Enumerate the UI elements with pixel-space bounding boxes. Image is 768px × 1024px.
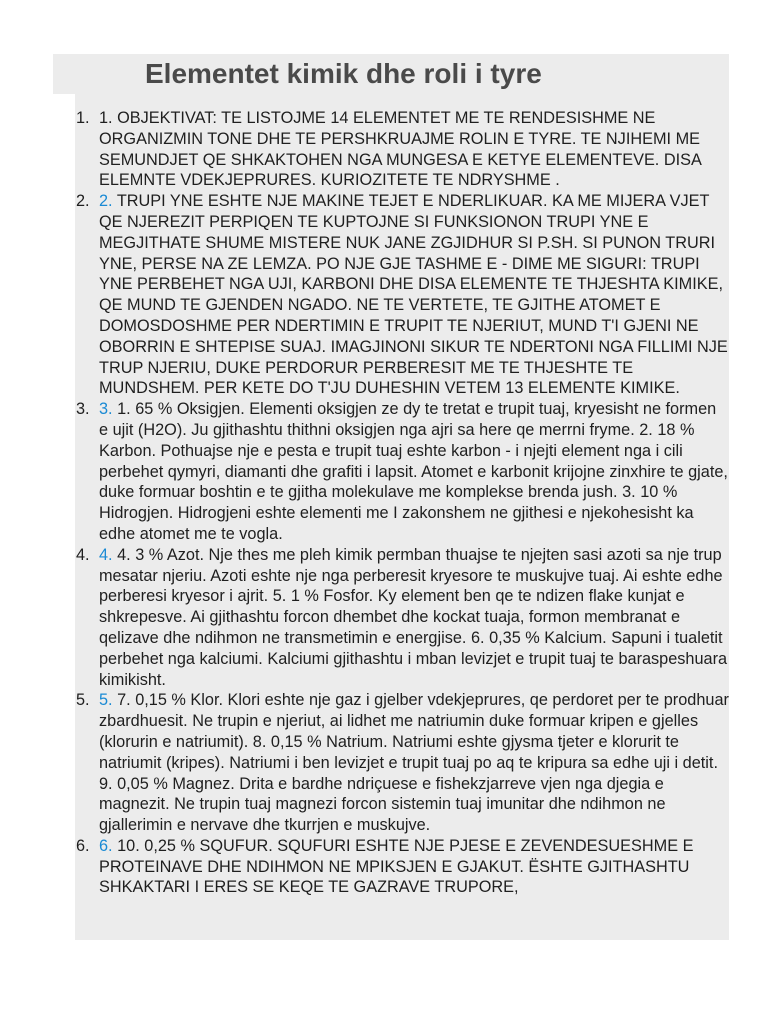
list-item [0,108,768,191]
list-item-number: 5. [76,691,90,710]
list-item-text [99,690,729,836]
list-item [0,690,768,836]
list-item-number: 6. [76,836,90,855]
list-item [0,191,768,399]
list-item [0,399,768,545]
page-link[interactable]: 5. [99,691,113,710]
list-item-body: 4. 3 % Azot. Nje thes me pleh kimik permban thuajse te njejten sasi azoti sa nje trup mesatar njeriu. Azoti eshte nje nga perberesit kryesore te muskujve tuaj. Ai eshte edhe perberesi kryesor i ajrit. 5. 1 % Fosfor. Ky element ben qe te ndizen flake kunjat e shkrepesve. Ai gjithashtu forcon dhembet dhe kockat tuaja, formon membranat e qelizave dhe ndihmon ne transmetimin e energjise. 6. 0,35 % Kalcium. Sapuni i tualetit perbehet nga kalciumi. Kalciumi gjithashtu i mban levizjet e trupit tuaj te baraspeshuara kimikisht. [99,545,728,689]
list-item-body: 7. 0,15 % Klor. Klori eshte nje gaz i gjelber vdekjeprures, qe perdoret per te prodhuar zbardhuesit. Ne trupin e njeriut, ai lidhet me natriumin duke formuar kripen e gjelles (klorurin e natriumit). 8. 0,15 % Natrium. Natriumi eshte gjysma tjeter e klorurit te natriumit (kripes). Natriumi i ben levizjet e trupit tuaj po aq te kripura sa edhe uji i detit. 9. 0,05 % Magnez. Drita e bardhe ndriçuese e fishekzjarreve vjen nga djegia e magnezit. Ne trupin tuaj magnezi forcon sistemin tuaj imunitar dhe ndihmon ne gjallerimin e nervave dhe tkurrjen e muskujve. [99,691,729,835]
page-link[interactable]: 6. [99,836,113,855]
numbered-list [0,108,768,898]
list-item-number: 3. [76,400,90,419]
list-item [0,545,768,691]
list-item-body: 1. OBJEKTIVAT: TE LISTOJME 14 ELEMENTET ME TE RENDESISHME NE ORGANIZMIN TONE DHE TE PERSHKRUAJME ROLIN E TYRE. TE NJIHEMI ME SEMUNDJET QE SHKAKTOHEN NGA MUNGESA E KETYE ELEMENTEVE. DISA ELEMNTE VDEKJEPRURES. KURIOZITETE TE NDRYSHME . [99,109,701,190]
list-item-text [99,545,729,691]
list-item-text [99,399,729,545]
page-link[interactable]: 2. [99,192,113,211]
list-item [0,836,768,898]
list-item-text [99,836,729,898]
list-item-text [99,191,729,399]
list-item-body: 1. 65 % Oksigjen. Elementi oksigjen ze dy te tretat e trupit tuaj, kryesisht ne formen e ujit (H2O). Ju gjithashtu thithni oksigjen nga ajri sa here qe merrni fryme. 2. 18 % Karbon. Pothuajse nje e pesta e trupit tuaj eshte karbon - i njejti element nga i cili perbehet qymyri, diamanti dhe grafiti i lapsit. Atomet e karbonit krijojne zinxhire te gjate, duke formuar boshtin e te gjitha molekulave me komplekse brenda jush. 3. 10 % Hidrogjen. Hidrogjeni eshte elementi me I zakonshem ne gjithesi e njekohesisht ka edhe atomet me te vogla. [99,400,728,543]
page-link[interactable]: 4. [99,545,113,564]
list-item-number: 1. [76,109,90,127]
page-title: Elementet kimik dhe roli i tyre [145,58,542,89]
list-item-number: 2. [76,192,90,211]
list-item-number: 4. [76,545,90,564]
list-item-body: 10. 0,25 % SQUFUR. SQUFURI ESHTE NJE PJESE E ZEVENDESUESHME E PROTEINAVE DHE NDIHMON NE MPIKSJEN E GJAKUT. ËSHTE GJITHASHTU SHKAKTARI I ERES SE KEQE TE GAZRAVE TRUPORE, [99,836,694,897]
list-item-body: TRUPI YNE ESHTE NJE MAKINE TEJET E NDERLIKUAR. KA ME MIJERA VJET QE NJEREZIT PERPIQEN TE KUPTOJNE SI FUNKSIONON TRUPI YNE E MEGJITHATE SHUME MISTERE NUK JANE ZGJIDHUR SI P.SH. SI PUNON TRURI YNE, PERSE NA ZE LEMZA. PO NJE GJE TASHME E - DIME ME SIGURI: TRUPI YNE PERBEHET NGA UJI, KARBONI DHE DISA ELEMENTE TE THJESHTA KIMIKE, QE MUND TE GJENDEN NGADO. NE TE VERTETE, TE GJITHE ATOMET E DOMOSDOSHME PER NDERTIMIN E TRUPIT TE NJERIUT, MUND T'I GJENI NE OBORRIN E SHTEPISE SUAJ. IMAGJINONI SIKUR TE NDERTONI NGA FILLIMI NJE TRUP NJERIU, DUKE PERDORUR PERBERESIT ME TE THJESHTE TE MUNDSHEM. PER KETE DO T'JU DUHESHIN VETEM 13 ELEMENTE KIMIKE. [99,192,728,398]
list-item-text [99,108,729,191]
page-link[interactable]: 3. [99,400,113,419]
